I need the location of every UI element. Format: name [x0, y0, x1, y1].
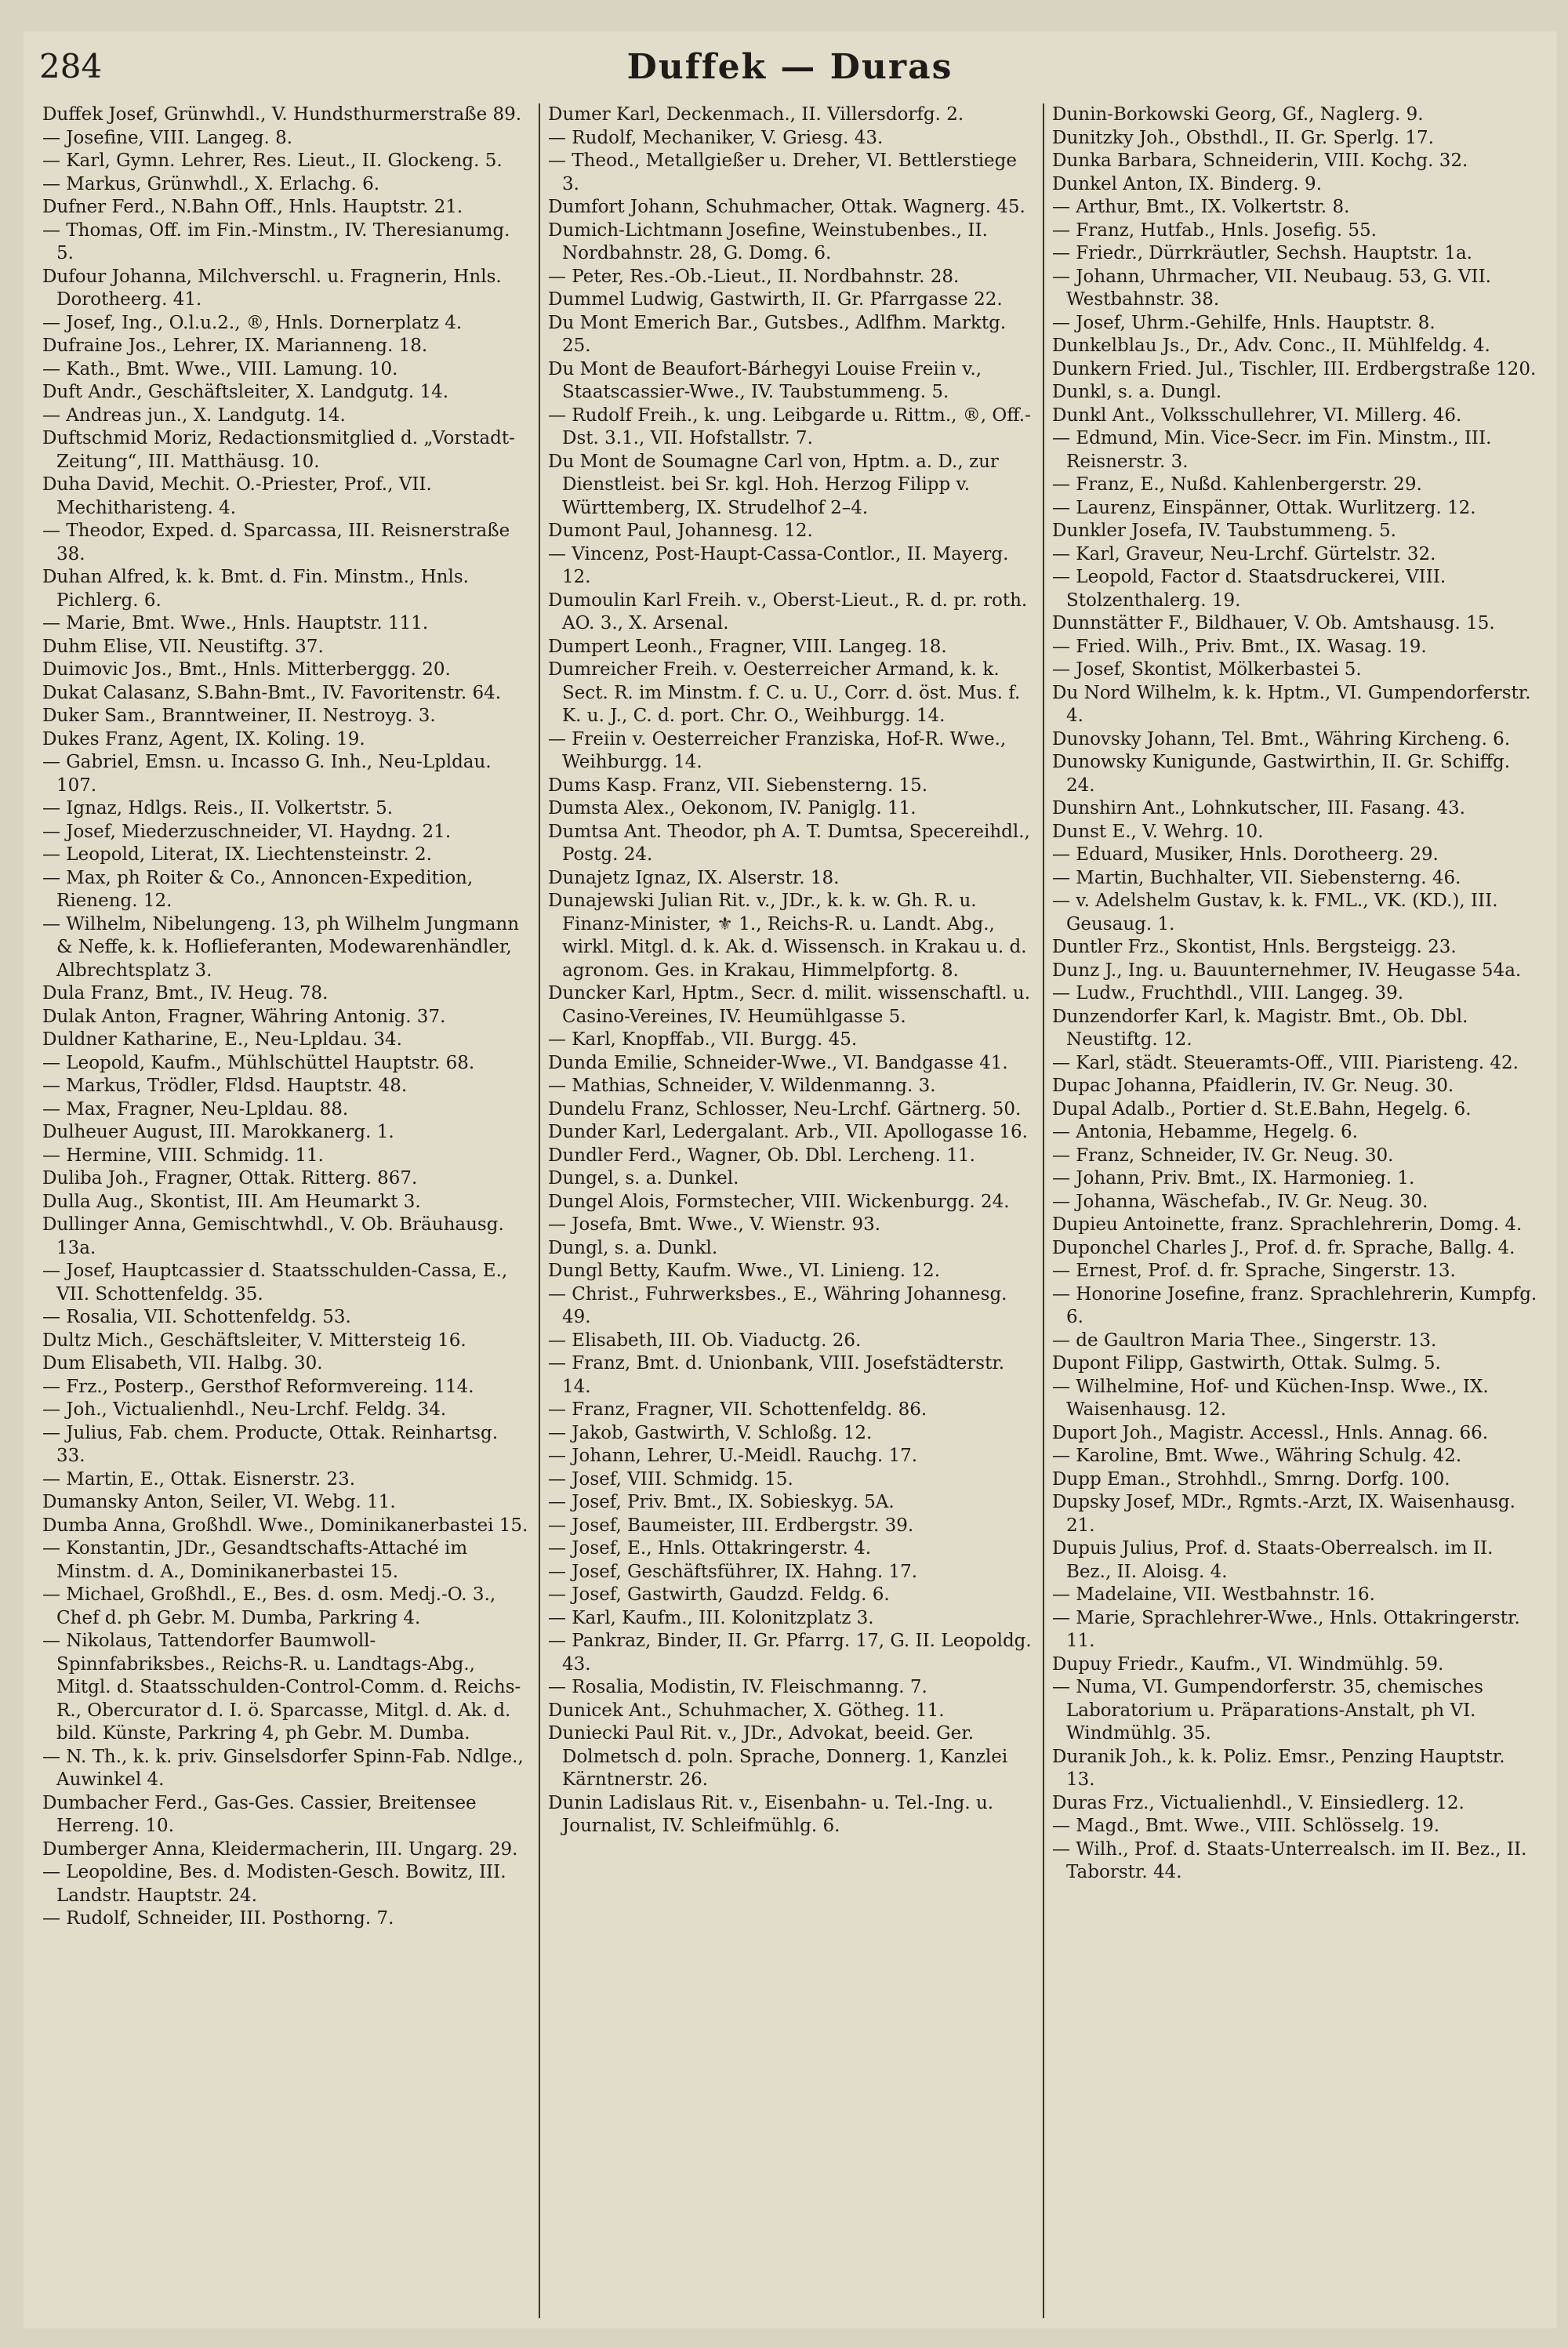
directory-entry: — Johann, Uhrmacher, VII. Neubaug. 53, G. VII. Westbahnstr. 38.	[1052, 266, 1491, 310]
directory-entry: Duhm Elise, VII. Neustiftg. 37.	[42, 636, 324, 657]
directory-entry: — Ludw., Fruchthdl., VIII. Langeg. 39.	[1052, 983, 1404, 1003]
directory-entry: — Josef, E., Hnls. Ottakringerstr. 4.	[548, 1538, 872, 1559]
directory-entry: Dulla Aug., Skontist, III. Am Heumarkt 3.	[42, 1191, 421, 1212]
directory-entry: Dumer Karl, Deckenmach., II. Villersdorfg. 2.	[548, 104, 964, 125]
directory-entry: — Elisabeth, III. Ob. Viaductg. 26.	[548, 1330, 862, 1351]
directory-entry: Dula Franz, Bmt., IV. Heug. 78.	[42, 983, 328, 1003]
directory-entry: Duras Frz., Victualienhdl., V. Einsiedlerg. 12.	[1052, 1792, 1465, 1813]
column-1	[34, 103, 539, 2318]
directory-entry: Dufner Ferd., N.Bahn Off., Hnls. Hauptstr. 21.	[42, 197, 463, 217]
directory-entry: — Josefa, Bmt. Wwe., V. Wienstr. 93.	[548, 1214, 881, 1235]
directory-entry: — Franz, E., Nußd. Kahlenbergerstr. 29.	[1052, 474, 1422, 495]
directory-entry: — Franz, Fragner, VII. Schottenfeldg. 86.	[548, 1399, 927, 1420]
directory-entry: — Leopold, Kaufm., Mühlschüttel Hauptstr. 68.	[42, 1052, 475, 1073]
directory-entry: — Ignaz, Hdlgs. Reis., II. Volkertstr. 5.	[42, 798, 394, 818]
directory-entry: Dunajetz Ignaz, IX. Alserstr. 18.	[548, 867, 840, 888]
directory-entry: Dumoulin Karl Freih. v., Oberst-Lieut., R. d. pr. roth. AO. 3., X. Arsenal.	[548, 590, 1028, 633]
directory-page	[24, 31, 1556, 2328]
directory-entry: — Leopold, Literat, IX. Liechtensteinstr. 2.	[42, 844, 432, 865]
directory-entry: — Karl, Gymn. Lehrer, Res. Lieut., II. Glockeng. 5.	[42, 151, 503, 171]
directory-entry: Dunin Ladislaus Rit. v., Eisenbahn- u. Tel.-Ing. u. Journalist, IV. Schleifmühlg. 6.	[548, 1792, 994, 1836]
directory-entry: — Jakob, Gastwirth, V. Schloßg. 12.	[548, 1422, 873, 1443]
directory-entry: — Josef, Skontist, Mölkerbastei 5.	[1052, 659, 1362, 680]
directory-entry: Dunda Emilie, Schneider-Wwe., VI. Bandgasse 41.	[548, 1052, 1008, 1073]
directory-entry: Duftschmid Moriz, Redactionsmitglied d. „Vorstadt-Zeitung“, III. Matthäusg. 10.	[42, 428, 515, 472]
directory-entry: — Ernest, Prof. d. fr. Sprache, Singerstr. 13.	[1052, 1261, 1456, 1281]
directory-entry: — Josef, VIII. Schmidg. 15.	[548, 1468, 793, 1490]
directory-entry: Dunder Karl, Ledergalant. Arb., VII. Apollogasse 16.	[548, 1122, 1028, 1142]
directory-entry: Dupieu Antoinette, franz. Sprachlehrerin, Domg. 4.	[1052, 1214, 1523, 1235]
directory-entry: — Markus, Trödler, Fldsd. Hauptstr. 48.	[42, 1076, 408, 1096]
directory-entry: — v. Adelshelm Gustav, k. k. FML., VK. (KD.), III. Geusaug. 1.	[1052, 891, 1498, 934]
directory-entry: Duliba Joh., Fragner, Ottak. Ritterg. 867.	[42, 1168, 418, 1189]
directory-entry: — Josef, Priv. Bmt., IX. Sobieskyg. 5A.	[548, 1492, 895, 1512]
directory-entry: Duker Sam., Branntweiner, II. Nestroyg. 3.	[42, 706, 436, 726]
directory-entry: — Rudolf Freih., k. ung. Leibgarde u. Rittm., ®, Off.-Dst. 3.1., VII. Hofstallstr. 7.	[548, 405, 1031, 448]
directory-entry: — Johann, Priv. Bmt., IX. Harmonieg. 1.	[1052, 1168, 1415, 1189]
directory-entry: — Josef, Baumeister, III. Erdbergstr. 39.	[548, 1515, 914, 1536]
directory-entry: Dumansky Anton, Seiler, VI. Webg. 11.	[42, 1492, 396, 1512]
directory-entry: — Konstantin, JDr., Gesandtschafts-Attaché im Minstm. d. A., Dominikanerbastei 15.	[42, 1538, 468, 1582]
directory-entry: — Franz, Bmt. d. Unionbank, VIII. Josefstädterstr. 14.	[548, 1353, 1005, 1397]
directory-entry: — Frz., Posterp., Gersthof Reformvereing. 114.	[42, 1376, 474, 1397]
directory-entry: Duft Andr., Geschäftsleiter, X. Landgutg. 14.	[42, 382, 449, 402]
directory-entry: — Julius, Fab. chem. Producte, Ottak. Reinhartsg. 33.	[42, 1422, 499, 1466]
directory-entry: — Leopold, Factor d. Staatsdruckerei, VIII. Stolzenthalerg. 19.	[1052, 567, 1446, 611]
directory-entry: — Peter, Res.-Ob.-Lieut., II. Nordbahnstr. 28.	[548, 266, 960, 287]
directory-entry: Duldner Katharine, E., Neu-Lpldau. 34.	[42, 1029, 402, 1050]
directory-entry: Duncker Karl, Hptm., Secr. d. milit. wissenschaftl. u. Casino-Vereines, IV. Heumühlgasse 5.	[548, 983, 1031, 1027]
directory-entry: Dupal Adalb., Portier d. St.E.Bahn, Hegelg. 6.	[1052, 1098, 1472, 1120]
page-number: 284	[39, 47, 103, 85]
directory-entry: Du Mont de Beaufort-Bárhegyi Louise Freiin v., Staatscassier-Wwe., IV. Taubstummeng. 5.	[548, 358, 982, 402]
directory-entry: Duffek Josef, Grünwhdl., V. Hundsthurmerstraße 89.	[42, 104, 522, 125]
page-title: Duffek — Duras	[626, 47, 953, 87]
column-3	[1043, 103, 1547, 2318]
directory-entry: — Laurenz, Einspänner, Ottak. Wurlitzerg. 12.	[1052, 497, 1476, 518]
directory-entry: — Rudolf, Schneider, III. Posthorng. 7.	[42, 1908, 394, 1929]
directory-entry: — Martin, E., Ottak. Eisnerstr. 23.	[42, 1468, 356, 1490]
directory-entry: Dupp Eman., Strohhdl., Smrng. Dorfg. 100.	[1052, 1468, 1450, 1490]
page-header	[24, 31, 1556, 102]
directory-entry: — Johann, Lehrer, U.-Meidl. Rauchg. 17.	[548, 1446, 918, 1466]
directory-entry: Dumont Paul, Johannesg. 12.	[548, 521, 813, 541]
directory-entry: — Karl, Graveur, Neu-Lrchf. Gürtelstr. 32.	[1052, 543, 1436, 564]
columns	[34, 103, 1548, 2318]
directory-entry: Dunshirn Ant., Lohnkutscher, III. Fasang. 43.	[1052, 798, 1465, 818]
directory-entry: — Arthur, Bmt., IX. Volkertstr. 8.	[1052, 197, 1350, 217]
directory-entry: — Martin, Buchhalter, VII. Siebensterng. 46.	[1052, 867, 1461, 888]
directory-entry: — N. Th., k. k. priv. Ginselsdorfer Spinn-Fab. Ndlge., Auwinkel 4.	[42, 1746, 524, 1790]
directory-entry: — Rosalia, Modistin, IV. Fleischmanng. 7.	[548, 1677, 927, 1697]
directory-entry: Dullinger Anna, Gemischtwhdl., V. Ob. Bräuhausg. 13a.	[42, 1214, 504, 1258]
directory-entry: — Michael, Großhdl., E., Bes. d. osm. Medj.-O. 3., Chef d. ph Gebr. M. Dumba, Parkring 4.	[42, 1584, 496, 1628]
directory-entry: — Rosalia, VII. Schottenfeldg. 53.	[42, 1307, 351, 1327]
directory-entry: — Max, ph Roiter & Co., Annoncen-Expedition, Rieneng. 12.	[42, 867, 474, 911]
directory-entry: Dumreicher Freih. v. Oesterreicher Armand, k. k. Sect. R. im Minstm. f. C. u. U., Corr. d. öst. Mus. f. K. u. J., C. d. port. Chr. O., Weihburgg. 14.	[548, 659, 1021, 726]
directory-entry: — Gabriel, Emsn. u. Incasso G. Inh., Neu-Lpldau. 107.	[42, 752, 492, 796]
directory-entry: Dunz J., Ing. u. Bauunternehmer, IV. Heugasse 54a.	[1052, 960, 1522, 981]
directory-entry: — Rudolf, Mechaniker, V. Griesg. 43.	[548, 127, 884, 148]
directory-entry: Dupuy Friedr., Kaufm., VI. Windmühlg. 59.	[1052, 1653, 1444, 1675]
directory-entry: Dum Elisabeth, VII. Halbg. 30.	[42, 1353, 323, 1374]
directory-entry: — Joh., Victualienhdl., Neu-Lrchf. Feldg. 34.	[42, 1399, 447, 1420]
directory-entry: Dunin-Borkowski Georg, Gf., Naglerg. 9.	[1052, 104, 1424, 125]
directory-entry: — Wilhelmine, Hof- und Küchen-Insp. Wwe., IX. Waisenhausg. 12.	[1052, 1376, 1489, 1420]
directory-entry: Dufour Johanna, Milchverschl. u. Fragnerin, Hnls. Dorotheerg. 41.	[42, 266, 502, 310]
directory-entry: Du Mont Emerich Bar., Gutsbes., Adlfhm. Marktg. 25.	[548, 312, 1007, 356]
directory-entry: — Marie, Bmt. Wwe., Hnls. Hauptstr. 111.	[42, 613, 429, 633]
directory-entry: — Marie, Sprachlehrer-Wwe., Hnls. Ottakringerstr. 11.	[1052, 1607, 1520, 1651]
directory-entry: — Josef, Miederzuschneider, VI. Haydng. 21.	[42, 821, 452, 842]
directory-entry: — Hermine, VIII. Schmidg. 11.	[42, 1145, 324, 1166]
directory-entry: — Karl, Kaufm., III. Kolonitzplatz 3.	[548, 1607, 874, 1628]
directory-entry: — Josef, Geschäftsführer, IX. Hahng. 17.	[548, 1561, 918, 1582]
directory-entry: Duranik Joh., k. k. Poliz. Emsr., Penzing Hauptstr. 13.	[1052, 1746, 1505, 1790]
directory-entry: — Karoline, Bmt. Wwe., Währing Schulg. 42.	[1052, 1446, 1462, 1466]
directory-entry: Duport Joh., Magistr. Accessl., Hnls. Annag. 66.	[1052, 1422, 1489, 1443]
directory-entry: — Karl, Knopffab., VII. Burgg. 45.	[548, 1029, 858, 1050]
directory-entry: Dunkl, s. a. Dungl.	[1052, 382, 1222, 402]
directory-entry: — Vincenz, Post-Haupt-Cassa-Contlor., II. Mayerg. 12.	[548, 543, 1009, 587]
directory-entry: Du Nord Wilhelm, k. k. Hptm., VI. Gumpendorferstr. 4.	[1052, 682, 1531, 726]
directory-entry: Dupac Johanna, Pfaidlerin, IV. Gr. Neug. 30.	[1052, 1076, 1454, 1096]
directory-entry: Dumbacher Ferd., Gas-Ges. Cassier, Breitensee Herreng. 10.	[42, 1792, 477, 1836]
directory-entry: — Pankraz, Binder, II. Gr. Pfarrg. 17, G. II. Leopoldg. 43.	[548, 1631, 1032, 1675]
directory-entry: Dumfort Johann, Schuhmacher, Ottak. Wagnerg. 45.	[548, 197, 1025, 217]
column-2	[539, 103, 1043, 2318]
directory-entry: Dummel Ludwig, Gastwirth, II. Gr. Pfarrgasse 22.	[548, 289, 1003, 310]
directory-entry: — Theodor, Exped. d. Sparcassa, III. Reisnerstraße 38.	[42, 521, 510, 564]
directory-entry: Dulheuer August, III. Marokkanerg. 1.	[42, 1122, 394, 1142]
directory-entry: Dungel Alois, Formstecher, VIII. Wickenburgg. 24.	[548, 1191, 1010, 1212]
directory-entry: — Franz, Schneider, IV. Gr. Neug. 30.	[1052, 1145, 1394, 1166]
directory-entry: — Christ., Fuhrwerksbes., E., Währing Johannesg. 49.	[548, 1283, 1007, 1327]
directory-entry: Dunzendorfer Karl, k. Magistr. Bmt., Ob. Dbl. Neustiftg. 12.	[1052, 1006, 1468, 1050]
directory-entry: Dunka Barbara, Schneiderin, VIII. Kochg. 32.	[1052, 151, 1468, 171]
directory-entry: Dunkler Josefa, IV. Taubstummeng. 5.	[1052, 521, 1396, 541]
directory-entry: Dumich-Lichtmann Josefine, Weinstubenbes., II. Nordbahnstr. 28, G. Domg. 6.	[548, 220, 988, 263]
directory-entry: Dunnstätter F., Bildhauer, V. Ob. Amtshausg. 15.	[1052, 613, 1495, 633]
directory-entry: Dupuis Julius, Prof. d. Staats-Oberrealsch. im II. Bez., II. Aloisg. 4.	[1052, 1538, 1494, 1582]
directory-entry: Duhan Alfred, k. k. Bmt. d. Fin. Minstm., Hnls. Pichlerg. 6.	[42, 567, 469, 611]
directory-entry: Dumba Anna, Großhdl. Wwe., Dominikanerbastei 15.	[42, 1515, 528, 1536]
directory-entry: — Josef, Hauptcassier d. Staatsschulden-Cassa, E., VII. Schottenfeldg. 35.	[42, 1261, 508, 1305]
directory-entry: Duha David, Mechit. O.-Priester, Prof., VII. Mechitharisteng. 4.	[42, 474, 432, 518]
directory-entry: Dungl, s. a. Dunkl.	[548, 1237, 718, 1258]
directory-entry: Dukat Calasanz, S.Bahn-Bmt., IV. Favoritenstr. 64.	[42, 682, 502, 703]
directory-entry: Dungl Betty, Kaufm. Wwe., VI. Linieng. 12.	[548, 1261, 941, 1281]
directory-entry: — Honorine Josefine, franz. Sprachlehrerin, Kumpfg. 6.	[1052, 1283, 1537, 1327]
directory-entry: Dunkl Ant., Volksschullehrer, VI. Millerg. 46.	[1052, 405, 1462, 426]
directory-entry: Dupsky Josef, MDr., Rgmts.-Arzt, IX. Waisenhausg. 21.	[1052, 1492, 1515, 1536]
directory-entry: — Nikolaus, Tattendorfer Baumwoll-Spinnfabriksbes., Reichs-R. u. Landtags-Abg., Mitgl. d. Staatsschulden-Control-Comm. d. Reichs-R., Obercurator d. I. ö. Sparcasse, Mitgl. d. Ak. d. bild. Künste, Parkring 4, ph Gebr. M. Dumba.	[42, 1631, 521, 1744]
directory-entry: Duniecki Paul Rit. v., JDr., Advokat, beeid. Ger. Dolmetsch d. poln. Sprache, Donnerg. 1, Kanzlei Kärntnerstr. 26.	[548, 1723, 1008, 1790]
directory-entry: Dufraine Jos., Lehrer, IX. Marianneng. 18.	[42, 336, 428, 356]
directory-entry: Dums Kasp. Franz, VII. Siebensterng. 15.	[548, 775, 928, 796]
directory-entry: Dumpert Leonh., Fragner, VIII. Langeg. 18.	[548, 636, 947, 657]
directory-entry: Dunajewski Julian Rit. v., JDr., k. k. w. Gh. R. u. Finanz-Minister, ⚜ 1., Reichs-R. u. Landt. Abg., wirkl. Mitgl. d. k. Ak. d. Wissensch. in Krakau u. d. agronom. Ges. in Krakau, Himmelpfortg. 8.	[548, 891, 1027, 981]
directory-entry: Duimovic Jos., Bmt., Hnls. Mitterberggg. 20.	[42, 659, 451, 680]
directory-entry: — Wilh., Prof. d. Staats-Unterrealsch. im II. Bez., II. Taborstr. 44.	[1052, 1838, 1527, 1882]
directory-entry: — Freiin v. Oesterreicher Franziska, Hof-R. Wwe., Weihburgg. 14.	[548, 728, 1007, 772]
directory-entry: — Andreas jun., X. Landgutg. 14.	[42, 405, 346, 426]
directory-entry: — Wilhelm, Nibelungeng. 13, ph Wilhelm Jungmann & Neffe, k. k. Hoflieferanten, Modewarenhändler, Albrechtsplatz 3.	[42, 913, 520, 981]
directory-entry: — de Gaultron Maria Thee., Singerstr. 13.	[1052, 1330, 1437, 1351]
directory-entry: — Thomas, Off. im Fin.-Minstm., IV. Theresianumg. 5.	[42, 220, 510, 263]
directory-entry: — Josef, Gastwirth, Gaudzd. Feldg. 6.	[548, 1584, 890, 1605]
directory-entry: — Magd., Bmt. Wwe., VIII. Schlösselg. 19.	[1052, 1816, 1440, 1836]
directory-entry: Dunst E., V. Wehrg. 10.	[1052, 821, 1264, 842]
directory-entry: — Kath., Bmt. Wwe., VIII. Lamung. 10.	[42, 358, 398, 379]
directory-entry: Dundelu Franz, Schlosser, Neu-Lrchf. Gärtnerg. 50.	[548, 1098, 1022, 1120]
directory-entry: — Edmund, Min. Vice-Secr. im Fin. Minstm., III. Reisnerstr. 3.	[1052, 428, 1492, 472]
directory-entry: — Theod., Metallgießer u. Dreher, VI. Bettlerstiege 3.	[548, 151, 1017, 194]
directory-entry: — Mathias, Schneider, V. Wildenmanng. 3.	[548, 1076, 936, 1096]
directory-entry: Duponchel Charles J., Prof. d. fr. Sprache, Ballg. 4.	[1052, 1237, 1515, 1258]
directory-entry: Dultz Mich., Geschäftsleiter, V. Mittersteig 16.	[42, 1330, 466, 1351]
directory-entry: — Antonia, Hebamme, Hegelg. 6.	[1052, 1122, 1358, 1142]
directory-entry: Dunicek Ant., Schuhmacher, X. Götheg. 11.	[548, 1700, 945, 1721]
directory-entry: — Fried. Wilh., Priv. Bmt., IX. Wasag. 19.	[1052, 636, 1427, 657]
directory-entry: — Karl, städt. Steueramts-Off., VIII. Piaristeng. 42.	[1052, 1052, 1519, 1073]
directory-entry: — Franz, Hutfab., Hnls. Josefig. 55.	[1052, 220, 1377, 241]
directory-entry: Dulak Anton, Fragner, Währing Antonig. 37.	[42, 1006, 446, 1027]
directory-entry: — Max, Fragner, Neu-Lpldau. 88.	[42, 1098, 349, 1120]
directory-entry: — Madelaine, VII. Westbahnstr. 16.	[1052, 1584, 1375, 1605]
directory-entry: Dunkelblau Js., Dr., Adv. Conc., II. Mühlfeldg. 4.	[1052, 336, 1490, 356]
directory-entry: — Numa, VI. Gumpendorferstr. 35, chemisches Laboratorium u. Präparations-Anstalt, ph VI. Windmühlg. 35.	[1052, 1677, 1483, 1744]
directory-entry: Dumberger Anna, Kleidermacherin, III. Ungarg. 29.	[42, 1838, 518, 1860]
directory-entry: Du Mont de Soumagne Carl von, Hptm. a. D., zur Dienstleist. bei Sr. kgl. Hoh. Herzog Filipp v. Württemberg, IX. Strudelhof 2–4.	[548, 451, 999, 518]
directory-entry: — Josef, Uhrm.-Gehilfe, Hnls. Hauptstr. 8.	[1052, 312, 1436, 333]
directory-entry: Dunowsky Kunigunde, Gastwirthin, II. Gr. Schiffg. 24.	[1052, 752, 1511, 796]
directory-entry: Dumtsa Ant. Theodor, ph A. T. Dumtsa, Specereihdl., Postg. 24.	[548, 821, 1030, 865]
directory-entry: Dungel, s. a. Dunkel.	[548, 1168, 739, 1189]
directory-entry: Dunkern Fried. Jul., Tischler, III. Erdbergstraße 120.	[1052, 358, 1537, 379]
directory-entry: Dundler Ferd., Wagner, Ob. Dbl. Lercheng. 11.	[548, 1145, 975, 1166]
directory-entry: — Leopoldine, Bes. d. Modisten-Gesch. Bowitz, III. Landstr. Hauptstr. 24.	[42, 1862, 506, 1906]
directory-entry: — Josefine, VIII. Langeg. 8.	[42, 127, 293, 148]
directory-entry: — Markus, Grünwhdl., X. Erlachg. 6.	[42, 173, 380, 194]
directory-entry: — Eduard, Musiker, Hnls. Dorotheerg. 29.	[1052, 844, 1439, 865]
directory-entry: Dupont Filipp, Gastwirth, Ottak. Sulmg. 5.	[1052, 1353, 1441, 1374]
directory-entry: — Josef, Ing., O.l.u.2., ®, Hnls. Dornerplatz 4.	[42, 312, 463, 333]
directory-entry: Dunovsky Johann, Tel. Bmt., Währing Kircheng. 6.	[1052, 728, 1511, 749]
directory-entry: Dukes Franz, Agent, IX. Koling. 19.	[42, 728, 365, 749]
directory-entry: — Johanna, Wäschefab., IV. Gr. Neug. 30.	[1052, 1191, 1428, 1212]
directory-entry: Dumsta Alex., Oekonom, IV. Paniglg. 11.	[548, 798, 916, 818]
directory-entry: Duntler Frz., Skontist, Hnls. Bergsteigg. 23.	[1052, 937, 1457, 957]
directory-entry: Dunkel Anton, IX. Binderg. 9.	[1052, 173, 1323, 194]
directory-entry: — Friedr., Dürrkräutler, Sechsh. Hauptstr. 1a.	[1052, 243, 1472, 263]
directory-entry: Dunitzky Joh., Obsthdl., II. Gr. Sperlg. 17.	[1052, 127, 1434, 148]
